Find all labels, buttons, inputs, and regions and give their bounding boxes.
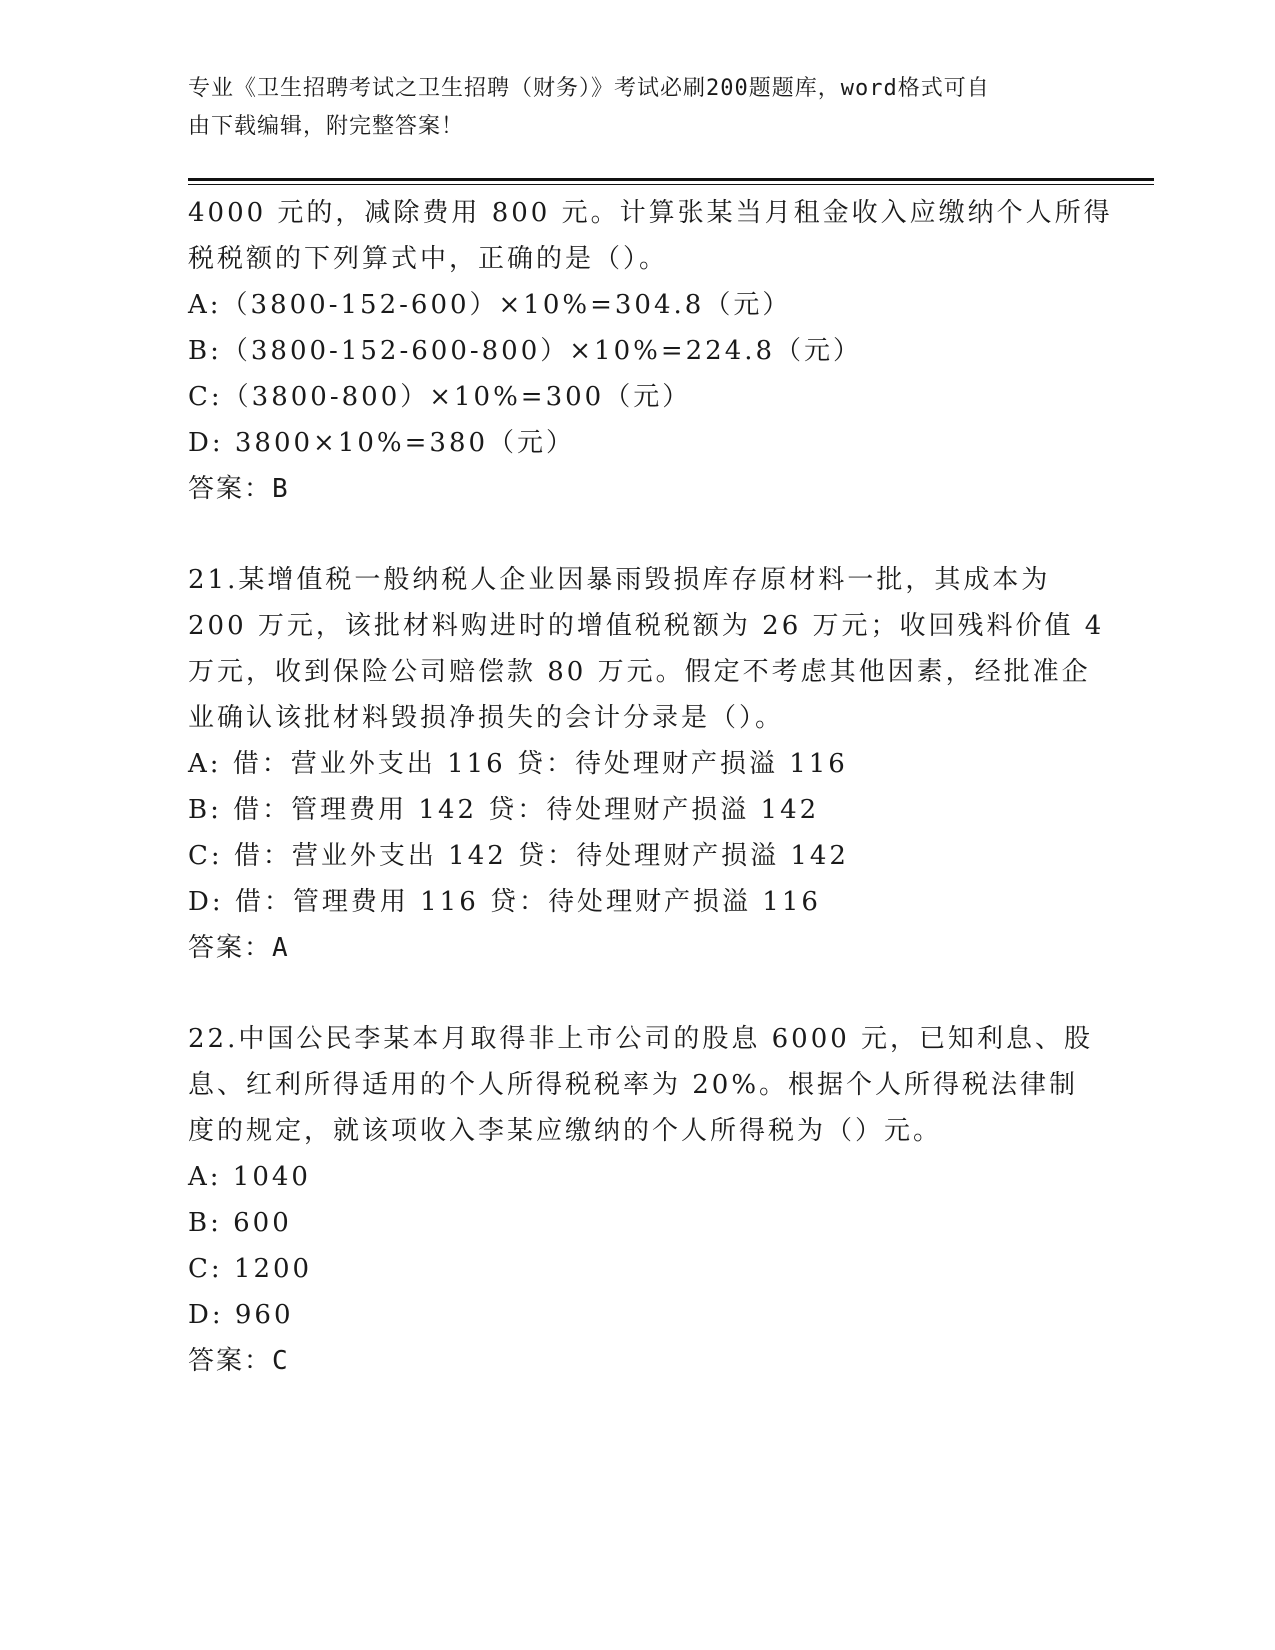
option-a: A:（3800-152-600）×10%=304.8（元）: [188, 290, 792, 320]
option-b: B: 借：管理费用 142 贷：待处理财产损溢 142: [188, 795, 820, 825]
question-content: [188, 190, 1113, 1384]
header-divider-thick: [188, 178, 1154, 181]
header-divider-thin: [188, 184, 1154, 185]
question-21: [188, 557, 1105, 971]
option-a: A: 借：营业外支出 116 贷：待处理财产损溢 116: [188, 749, 848, 779]
option-a: A: 1040: [188, 1162, 311, 1192]
question-stem-line: 度的规定，就该项收入李某应缴纳的个人所得税为（）元。: [188, 1116, 943, 1146]
document-header: [188, 70, 1088, 146]
question-spacer: [188, 971, 1088, 1016]
question-stem-line: 200 万元，该批材料购进时的增值税税额为 26 万元；收回残料价值 4: [188, 611, 1105, 641]
question-stem-line: 22.中国公民李某本月取得非上市公司的股息 6000 元，已知利息、股: [188, 1024, 1094, 1054]
header-line-2: 由下载编辑，附完整答案！: [188, 114, 465, 139]
answer-line: 答案：A: [188, 933, 290, 963]
option-b: B: 600: [188, 1208, 292, 1238]
option-c: C: 借：营业外支出 142 贷：待处理财产损溢 142: [188, 841, 849, 871]
question-spacer: [188, 512, 1088, 557]
question-stem-line: 税税额的下列算式中，正确的是（）。: [188, 244, 669, 274]
option-d: D: 3800×10%=380（元）: [188, 428, 576, 458]
option-b: B:（3800-152-600-800）×10%=224.8（元）: [188, 336, 863, 366]
question-stem-line: 21.某增值税一般纳税人企业因暴雨毁损库存原材料一批，其成本为: [188, 565, 1051, 595]
question-stem-line: 4000 元的，减除费用 800 元。计算张某当月租金收入应缴纳个人所得: [188, 198, 1113, 228]
question-stem-line: 息、红利所得适用的个人所得税税率为 20%。根据个人所得税法律制: [188, 1070, 1079, 1100]
question-stem-line: 万元，收到保险公司赔偿款 80 万元。假定不考虑其他因素，经批准企: [188, 657, 1091, 687]
answer-line: 答案：C: [188, 1346, 290, 1376]
header-line-1: 专业《卫生招聘考试之卫生招聘（财务）》考试必刷200题题库，word格式可自: [188, 76, 990, 101]
question-22: [188, 1016, 1094, 1384]
answer-line: 答案：B: [188, 474, 290, 504]
question-stem-line: 业确认该批材料毁损净损失的会计分录是（）。: [188, 703, 785, 733]
option-c: C:（3800-800）×10%=300（元）: [188, 382, 692, 412]
option-d: D: 960: [188, 1300, 294, 1330]
question-20: [188, 190, 1113, 512]
option-c: C: 1200: [188, 1254, 313, 1284]
option-d: D: 借：管理费用 116 贷：待处理财产损溢 116: [188, 887, 821, 917]
